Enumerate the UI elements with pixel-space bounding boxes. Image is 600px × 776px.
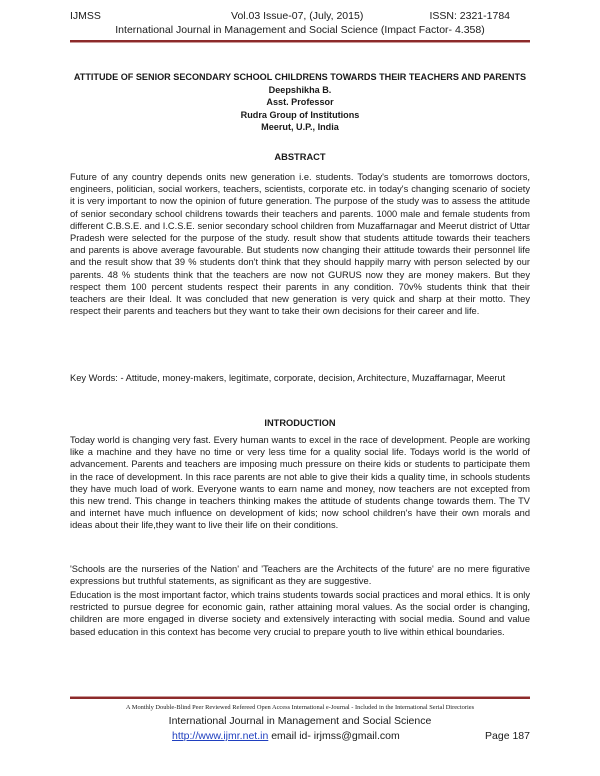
issue-info: Vol.03 Issue-07, (July, 2015)	[231, 10, 364, 22]
footer-note: A Monthly Double-Blind Peer Reviewed Refereed Open Access International e-Journal - Included in the International Serial Directories	[125, 704, 475, 711]
journal-full-name: International Journal in Management and Social Science (Impact Factor- 4.358)	[115, 24, 485, 36]
running-header	[70, 10, 530, 24]
introduction-heading: INTRODUCTION	[264, 418, 336, 428]
abstract-heading: ABSTRACT	[274, 152, 326, 162]
title-block	[0, 71, 600, 134]
footer-rule	[70, 696, 530, 699]
author-name: Deepshikha B.	[268, 84, 332, 95]
abstract-text: Future of any country depends onits new generation i.e. students. Today's students are tomorrows doctors, engineers, politician, social workers, teachers, scientists, corporate etc. in today's changing scenario of society it is very important to now the opinion of future generation. The purpose of the study was to assess the attitude of senior secondary school childrens towards their teachers and parents. 1000 male and female students from different C.B.S.E. and I.C.S.E. senior secondary school children from Muzaffarnagar and Meerut district of Uttar Pradesh were selected for the purpose of the study. result show that students attitude towards their teachers and parents is above average favourable. But students now changing their attitude towards their personnel life and the result show that 39 % students don't think that they should happily marry with person selected by our parents. 48 % students think that the teachers are now not GURUS now they are money makers. But they respect them 100 percent students respect their parents in any condition. 70v% students think that their teachers are their Ideal. It was concluded that new generation is very quick and sharp at their motto. They respect their parents and teachers but they want to take their own decisions for their career and life.	[70, 172, 530, 317]
journal-abbrev: IJMSS	[70, 10, 101, 22]
issn: ISSN: 2321-1784	[429, 10, 510, 22]
intro-paragraph-1: Today world is changing very fast. Every human wants to excel in the race of development. People are working like a machine and they have no time or very less time for a quality social life. Todays world is the world of advancement. Parents and teachers are imposing much pressure on theire kids or students to participate them in the race of development. In this race parents are not able to give their kids a quality time, in schools students they have much load of work. Everyone wants to earn name and money, now teachers are not excepted from this new trend. This change in teachers thinking makes the attitude of students change towards them. The TV and internet have much influence on development of kids; now school children's have their own morals and ideas about their life,they want to live their life on their conditions.	[70, 435, 530, 531]
intro-paragraph-2: 'Schools are the nurseries of the Nation' and 'Teachers are the Architects of the future' are no mere figurative expressions but truthful statements, as significant as they are suggestive.	[70, 564, 530, 587]
footer-contact	[70, 730, 530, 744]
page-number: Page 187	[485, 730, 530, 742]
keywords: Key Words: - Attitude, money-makers, legitimate, corporate, decision, Architecture, Muzaffarnagar, Meerut	[70, 373, 506, 383]
header-rule	[70, 40, 530, 43]
journal-url-link[interactable]: http://www.ijmr.net.in	[172, 730, 269, 742]
author-location: Meerut, U.P., India	[261, 122, 339, 133]
footer-email: email id- irjmss@gmail.com	[268, 730, 400, 742]
footer-journal: International Journal in Management and Social Science	[168, 715, 432, 727]
intro-paragraph-3: Education is the most important factor, which trains students towards social practices and moral ethics. It is only restricted to pursue degree for economic gain, rather attaining moral values. As the social order is changing, children are more engaged in diverse society and extensively interacting with social media. Sound and value based education in this context has become very crucial to prepare youth to live within ethical boundaries.	[70, 590, 530, 637]
author-institution: Rudra Group of Institutions	[240, 109, 360, 120]
author-position: Asst. Professor	[266, 97, 334, 108]
article-title: ATTITUDE OF SENIOR SECONDARY SCHOOL CHILDRENS TOWARDS THEIR TEACHERS AND PARENTS	[73, 72, 527, 82]
